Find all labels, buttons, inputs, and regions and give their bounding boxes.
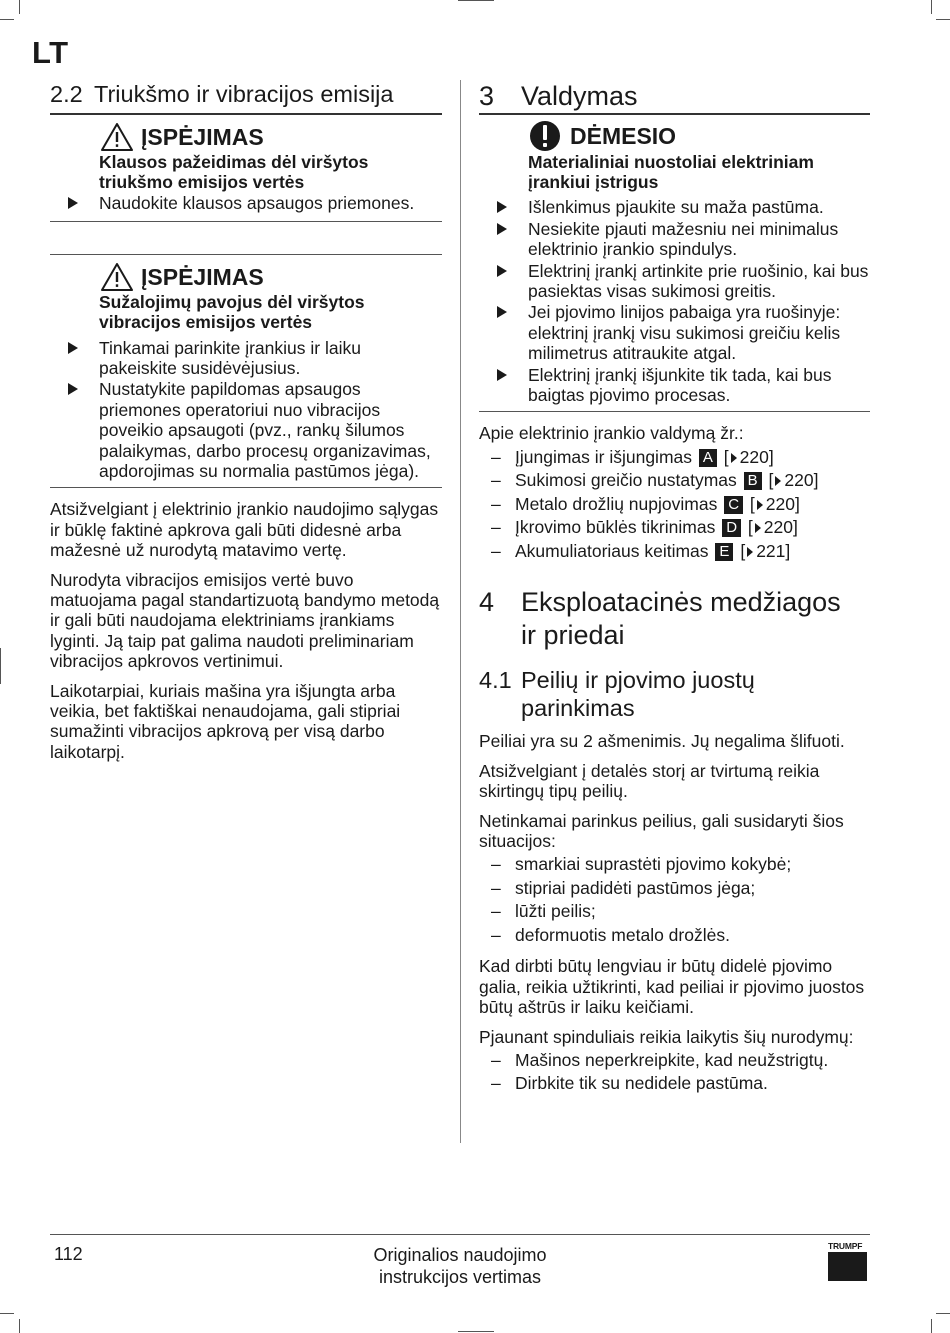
box-rule [50, 254, 442, 255]
warning-subtitle: Klausos pažeidimas dėl viršytos triukšmo emisijos vertės [99, 151, 369, 192]
page-reference[interactable]: 220] [763, 517, 798, 538]
list-item: – Dirbkite tik su nedidele pastūma. [491, 1073, 768, 1094]
page-ref-arrow-icon [757, 500, 763, 510]
crop-mark [936, 1313, 950, 1314]
notice-box [479, 121, 870, 406]
list-item: – lūžti peilis; [491, 901, 596, 922]
key-badge: D [722, 519, 741, 537]
bullet-triangle-icon [67, 197, 79, 209]
section-title: Peilių ir pjovimo juostų [521, 667, 755, 694]
section-title: Triukšmo ir vibracijos emisija [94, 81, 394, 107]
list-item: – stipriai padidėti pastūmos jėga; [491, 877, 756, 898]
key-badge: A [699, 449, 717, 467]
paragraph: Laikotarpiai, kuriais mašina yra išjungta arba veikia, bet faktiškai nenaudojama, gali stipriai sumažinti vibracijos apkrovą per visą darbo laikotarpį. [50, 680, 401, 762]
crop-mark [19, 1319, 20, 1333]
column-divider [460, 80, 461, 1143]
chapter-heading-4 [479, 586, 870, 652]
bullet-triangle-icon [496, 306, 508, 318]
list-item: – Metalo drožlių nupjovimas C [ 220] [491, 493, 800, 514]
paragraph: Pjaunant spinduliais reikia laikytis šių nurodymų: [479, 1026, 854, 1047]
paragraph: Atsižvelgiant į elektrinio įrankio naudojimo sąlygas ir būklę faktinė apkrova gali būti didesnė arba mažesnė už nurodytą matavimo vertę. [50, 499, 439, 561]
key-badge: B [744, 472, 762, 490]
paragraph: Netinkamai parinkus peilius, gali susidaryti šios situacijos: [479, 810, 844, 851]
crop-mark [936, 19, 950, 20]
list-item: Tinkamai parinkite įrankius ir laiku pakeiskite susidėvėjusius. [50, 338, 442, 379]
warning-subtitle: Sužalojimų pavojus dėl viršytos vibracijos emisijos vertės [99, 291, 365, 333]
chapter-title: Eksploatacinės medžiagos [521, 587, 841, 618]
language-code: LT [32, 35, 69, 70]
warning-heading [100, 262, 442, 292]
crop-mark [0, 19, 14, 20]
bullet-triangle-icon [496, 369, 508, 381]
list-item: Išlenkimus pjaukite su maža pastūma. [479, 197, 870, 217]
page-reference[interactable]: 220] [784, 470, 819, 491]
list-item: – Mašinos neperkreipkite, kad neužstrigtų. [491, 1049, 829, 1070]
crop-mark [458, 0, 494, 1]
heading-rule [50, 113, 442, 115]
list-item: – deformuotis metalo drožlės. [491, 924, 730, 945]
page-reference[interactable]: 220] [765, 493, 800, 514]
bullet-triangle-icon [496, 223, 508, 235]
chapter-title: ir priedai [521, 620, 625, 651]
crop-mark [931, 0, 932, 14]
footer-rule [50, 1234, 870, 1235]
crop-mark [0, 648, 1, 684]
heading-rule [479, 113, 870, 115]
paragraph: Nurodyta vibracijos emisijos vertė buvo matuojama pagal standartizuotą bandymo metodą ir gali būti naudojama elektriniams įrankiams lyginti. Ją taip pat galima naudoti preliminariam vibracijos apkrovos vertinimui. [50, 569, 440, 672]
list-item: – Akumuliatoriaus keitimas E [ 221] [491, 540, 791, 561]
list-item: Elektrinį įrankį išjunkite tik tada, kai bus baigtas pjovimo procesas. [479, 365, 870, 406]
brand-block [828, 1252, 867, 1281]
box-rule [50, 221, 442, 222]
list-item: – Įkrovimo būklės tikrinimas D [ 220] [491, 517, 798, 538]
exclamation-circle-icon [529, 119, 563, 153]
section-title: parinkimas [521, 695, 635, 722]
page-ref-arrow-icon [731, 453, 737, 463]
footer-title: Originalios naudojimo instrukcijos vertimas [373, 1245, 547, 1287]
warning-heading [100, 122, 442, 152]
warning-label: ĮSPĖJIMAS [141, 263, 264, 290]
list-item: – smarkiai suprastėti pjovimo kokybė; [491, 854, 792, 875]
brand-logo [828, 1241, 868, 1281]
section-heading-2-2 [50, 80, 442, 108]
paragraph: Kad dirbti būtų lengviau ir būtų didelė pjovimo galia, reikia užtikrinti, kad peiliai ir pjovimo juostos būtų aštrūs ir laiku keičiami. [479, 956, 865, 1018]
notice-label: DĖMESIO [570, 122, 677, 149]
page-ref-arrow-icon [775, 476, 781, 486]
page-reference[interactable]: 220] [739, 446, 774, 467]
paragraph: Peiliai yra su 2 ašmenimis. Jų negalima šlifuoti. [479, 731, 845, 752]
page-reference[interactable]: 221] [756, 540, 791, 561]
box-rule [50, 487, 442, 488]
section-number: 2.2 [50, 81, 83, 107]
operations-list [479, 446, 870, 564]
box-rule [479, 411, 870, 412]
page-ref-arrow-icon [747, 547, 753, 557]
list-item: Elektrinį įrankį artinkite prie ruošinio, kai bus pasiektas visas sukimosi greitis. [479, 261, 870, 302]
bullet-triangle-icon [67, 383, 79, 395]
chapter-title: Valdymas [521, 81, 638, 111]
warning-label: ĮSPĖJIMAS [141, 123, 264, 150]
list-item: Naudokite klausos apsaugos priemones. [50, 193, 442, 213]
list-item: Nesiekite pjauti mažesniu nei minimalus elektrinio įrankio spindulys. [479, 219, 870, 260]
situations-list [479, 853, 870, 947]
section-heading-4-1 [479, 666, 870, 722]
key-badge: E [715, 543, 733, 561]
notice-heading [529, 121, 870, 151]
warning-triangle-icon [100, 262, 134, 292]
warning-box-noise [50, 122, 442, 214]
left-column [50, 80, 442, 762]
brand-name: TRUMPF [828, 1241, 863, 1251]
notice-subtitle: Materialiniai nuostoliai elektriniam įrankiui įstrigus [528, 151, 814, 192]
right-column [479, 80, 870, 1096]
warning-triangle-icon [100, 122, 134, 152]
list-item: – Įjungimas ir išjungimas A [ 220] [491, 446, 774, 467]
crop-mark [19, 0, 20, 14]
list-item: – Sukimosi greičio nustatymas B [ 220] [491, 470, 819, 491]
paragraph: Apie elektrinio įrankio valdymą žr.: [479, 423, 744, 444]
list-item: Jei pjovimo linijos pabaiga yra ruošinyje: elektrinį įrankį visu sukimosi greičiu kelis milimetrus atitraukite atgal. [479, 302, 870, 363]
bullet-triangle-icon [496, 201, 508, 213]
paragraph: Atsižvelgiant į detalės storį ar tvirtumą reikia skirtingų tipų peilių. [479, 760, 820, 802]
list-item: Nustatykite papildomas apsaugos priemones operatoriui nuo vibracijos poveikio apsaugoti (pvz., rankų šilumos palaikymas, darbo procesų organizavimas, apdorojimas su normalia pastūmos jėga). [50, 379, 442, 481]
page-number: 112 [54, 1244, 83, 1264]
section-number: 4.1 [479, 667, 512, 694]
chapter-number: 4 [479, 587, 495, 618]
radius-list [479, 1049, 870, 1096]
warning-box-vibration [50, 262, 442, 482]
page-ref-arrow-icon [755, 523, 761, 533]
chapter-heading-3 [479, 80, 870, 113]
crop-mark [0, 1313, 14, 1314]
key-badge: C [724, 496, 743, 514]
chapter-number: 3 [479, 81, 495, 111]
crop-mark [931, 1319, 932, 1333]
bullet-triangle-icon [496, 265, 508, 277]
crop-mark [458, 1331, 494, 1332]
bullet-triangle-icon [67, 342, 79, 354]
